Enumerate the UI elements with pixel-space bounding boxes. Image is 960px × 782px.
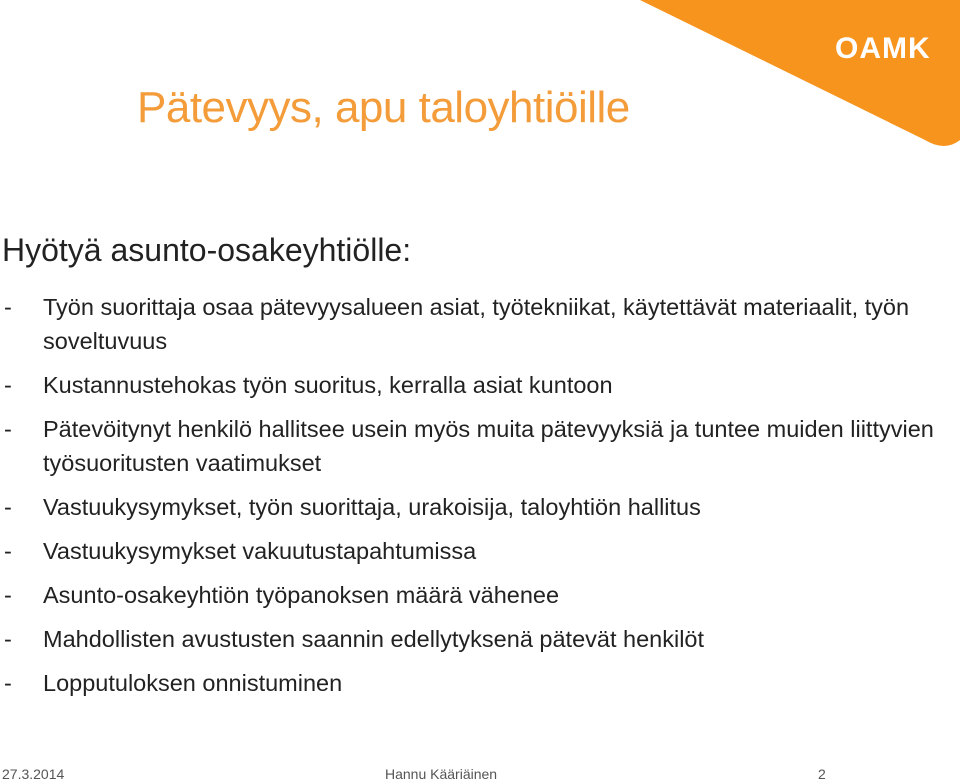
bullet-text: Työn suorittaja osaa pätevyysalueen asiat, työtekniikat, käytettävät materiaalit, työn soveltuvuus xyxy=(43,294,910,354)
bullet-item xyxy=(0,412,940,480)
oamk-logo-shape xyxy=(0,0,960,160)
bullet-text: Asunto-osakeyhtiön työpanoksen määrä vähenee xyxy=(43,582,560,608)
bullet-dash: - xyxy=(4,372,12,398)
bullet-text: Vastuukysymykset, työn suorittaja, urakoisija, taloyhtiön hallitus xyxy=(43,494,701,520)
bullet-dash: - xyxy=(4,582,12,608)
bullet-item xyxy=(0,534,940,568)
bullet-item xyxy=(0,290,940,358)
bullet-text: Mahdollisten avustusten saannin edellytyksenä pätevät henkilöt xyxy=(43,626,705,652)
bullet-item xyxy=(0,490,940,524)
bullet-dash: - xyxy=(4,670,12,696)
bullet-dash: - xyxy=(4,626,12,652)
footer-page-number: 2 xyxy=(818,766,826,782)
bullet-item xyxy=(0,622,940,656)
section-heading: Hyötyä asunto-osakeyhtiölle: xyxy=(2,232,412,268)
orange-banner-shape xyxy=(640,0,960,146)
bullet-text: Pätevöitynyt henkilö hallitsee usein myös muita pätevyyksiä ja tuntee muiden liittyvien työsuoritusten vaatimukset xyxy=(43,416,934,476)
bullet-text: Vastuukysymykset vakuutustapahtumissa xyxy=(43,538,477,564)
bullet-list xyxy=(0,290,940,710)
bullet-dash: - xyxy=(4,294,12,320)
footer-date: 27.3.2014 xyxy=(2,766,65,782)
bullet-text: Kustannustehokas työn suoritus, kerralla asiat kuntoon xyxy=(43,372,613,398)
bullet-dash: - xyxy=(4,416,12,442)
oamk-logo-text: OAMK xyxy=(835,32,931,65)
bullet-item xyxy=(0,666,940,700)
slide-title: Pätevyys, apu taloyhtiöille xyxy=(137,83,630,132)
bullet-item xyxy=(0,368,940,402)
footer-author: Hannu Kääriäinen xyxy=(385,766,498,782)
bullet-item xyxy=(0,578,940,612)
bullet-text: Lopputuloksen onnistuminen xyxy=(43,670,343,696)
bullet-dash: - xyxy=(4,494,12,520)
bullet-dash: - xyxy=(4,538,12,564)
